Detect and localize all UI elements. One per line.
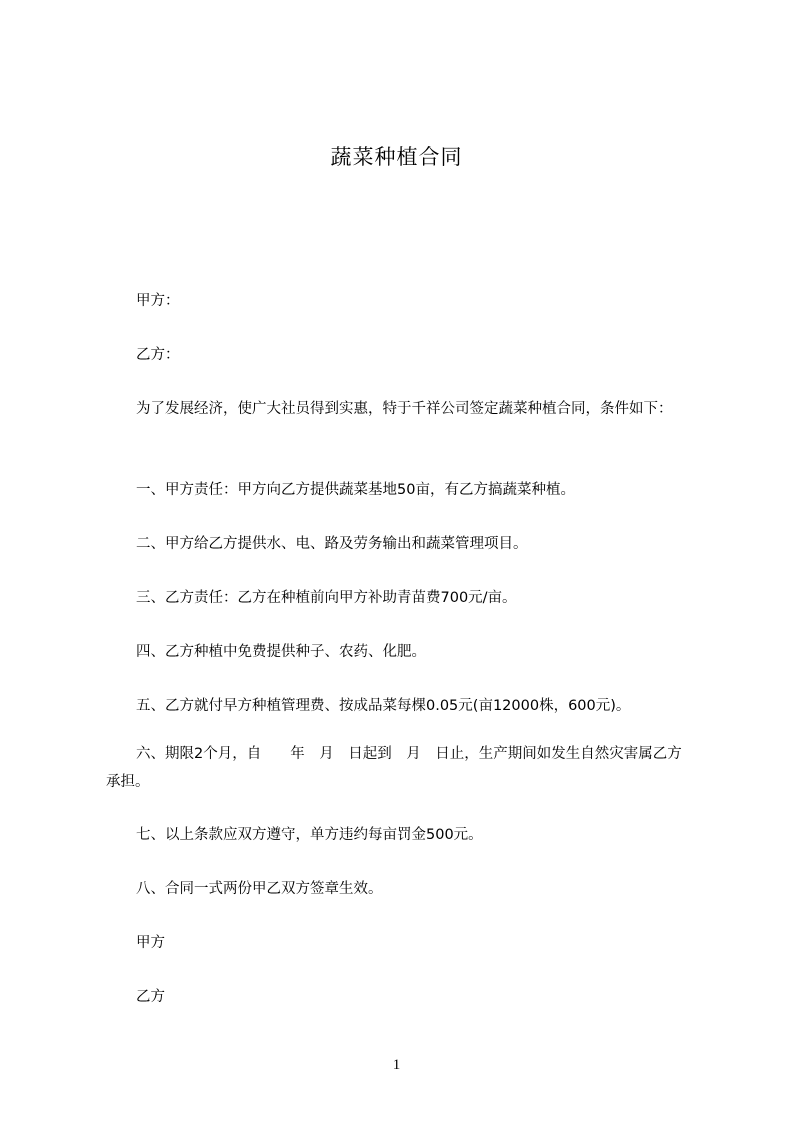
page-number: 1: [392, 1057, 401, 1073]
party-a-label: 甲方：: [136, 293, 180, 309]
signature-party-a: 甲方: [136, 935, 165, 951]
preamble-paragraph: 为了发展经济，使广大社员得到实惠，特于千祥公司签定蔬菜种植合同，条件如下：: [136, 401, 673, 417]
party-b-label: 乙方：: [136, 347, 180, 363]
clause-3: 三、乙方责任：乙方在种植前向甲方补助青苗费700元/亩。: [136, 590, 517, 606]
signature-party-b: 乙方: [136, 989, 165, 1005]
clause-1: 一、甲方责任：甲方向乙方提供蔬菜基地50亩，有乙方搞蔬菜种植。: [136, 482, 575, 498]
clause-7: 七、以上条款应双方遵守，单方违约每亩罚金500元。: [136, 827, 483, 843]
clause-5: 五、乙方就付早方种植管理费、按成品菜每棵0.05元(亩12000株，600元)。: [136, 698, 631, 714]
clause-4: 四、乙方种植中免费提供种子、农药、化肥。: [136, 644, 426, 660]
clause-2: 二、甲方给乙方提供水、电、路及劳务输出和蔬菜管理项目。: [136, 536, 528, 552]
clause-8: 八、合同一式两份甲乙双方签章生效。: [136, 881, 383, 897]
clause-6: 六、期限2个月，自 年 月 日起到 月 日止，生产期间如发生自然灾害属乙方承担。: [106, 746, 682, 790]
document-title: 蔬菜种植合同: [330, 145, 463, 169]
